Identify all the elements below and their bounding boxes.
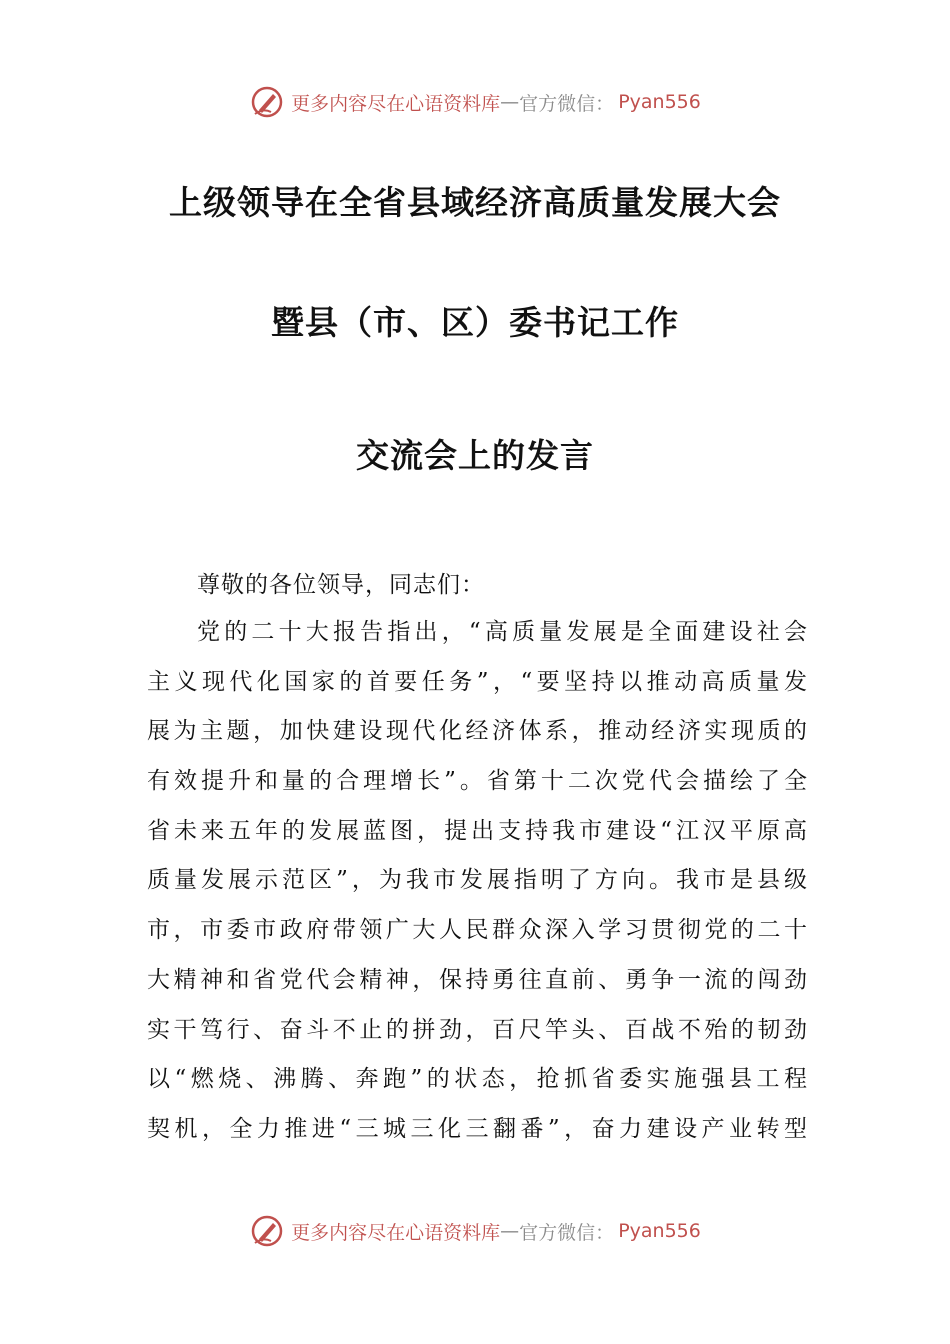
body-line: 质量发展示范区”，为我市发展指明了方向。我市是县级 bbox=[147, 867, 807, 894]
watermark-dash: — bbox=[500, 1220, 520, 1242]
watermark-lead-text: 更多内容尽在心语资料库 bbox=[291, 1221, 501, 1244]
body-line: 有效提升和量的合理增长”。省第十二次党代会描绘了全 bbox=[147, 768, 807, 795]
footer-watermark bbox=[0, 1211, 950, 1251]
pen-logo-icon bbox=[249, 1213, 285, 1249]
document-title-line-3: 交流会上的发言 bbox=[356, 436, 594, 475]
body-line: 大精神和省党代会精神，保持勇往直前、勇争一流的闯劲 bbox=[147, 966, 807, 993]
body-line: 以“燃烧、沸腾、奔跑”的状态，抢抓省委实施强县工程 bbox=[147, 1066, 807, 1093]
document-title-line-1: 上级领导在全省县域经济高质量发展大会 bbox=[169, 183, 781, 222]
watermark-dash: — bbox=[500, 91, 520, 113]
watermark-wechat-label: 官方微信： bbox=[519, 92, 615, 115]
body-line: 契机，全力推进“三城三化三翻番”，奋力建设产业转型 bbox=[147, 1115, 807, 1142]
watermark-wechat-label: 官方微信： bbox=[519, 1221, 615, 1244]
body-line: 实干笃行、奋斗不止的拼劲，百尺竿头、百战不殆的韧劲 bbox=[147, 1016, 807, 1043]
body-line: 市，市委市政府带领广大人民群众深入学习贯彻党的二十 bbox=[147, 917, 807, 944]
watermark-wechat-id: Pyan556 bbox=[618, 91, 701, 113]
header-watermark bbox=[0, 82, 950, 122]
salutation: 尊敬的各位领导，同志们： bbox=[197, 572, 485, 598]
body-line: 党的二十大报告指出，“高质量发展是全面建设社会 bbox=[197, 619, 807, 645]
document-title-line-2: 暨县（市、区）委书记工作 bbox=[271, 303, 679, 342]
body-line: 省未来五年的发展蓝图，提出支持我市建设“江汉平原高 bbox=[147, 817, 807, 844]
body-line: 展为主题，加快建设现代化经济体系，推动经济实现质的 bbox=[147, 718, 807, 745]
pen-logo-icon bbox=[249, 84, 285, 120]
body-line: 主义现代化国家的首要任务”，“要坚持以推动高质量发 bbox=[147, 668, 807, 695]
watermark-wechat-id: Pyan556 bbox=[618, 1220, 701, 1242]
watermark-lead-text: 更多内容尽在心语资料库 bbox=[291, 92, 501, 115]
body-paragraph bbox=[147, 608, 807, 1155]
